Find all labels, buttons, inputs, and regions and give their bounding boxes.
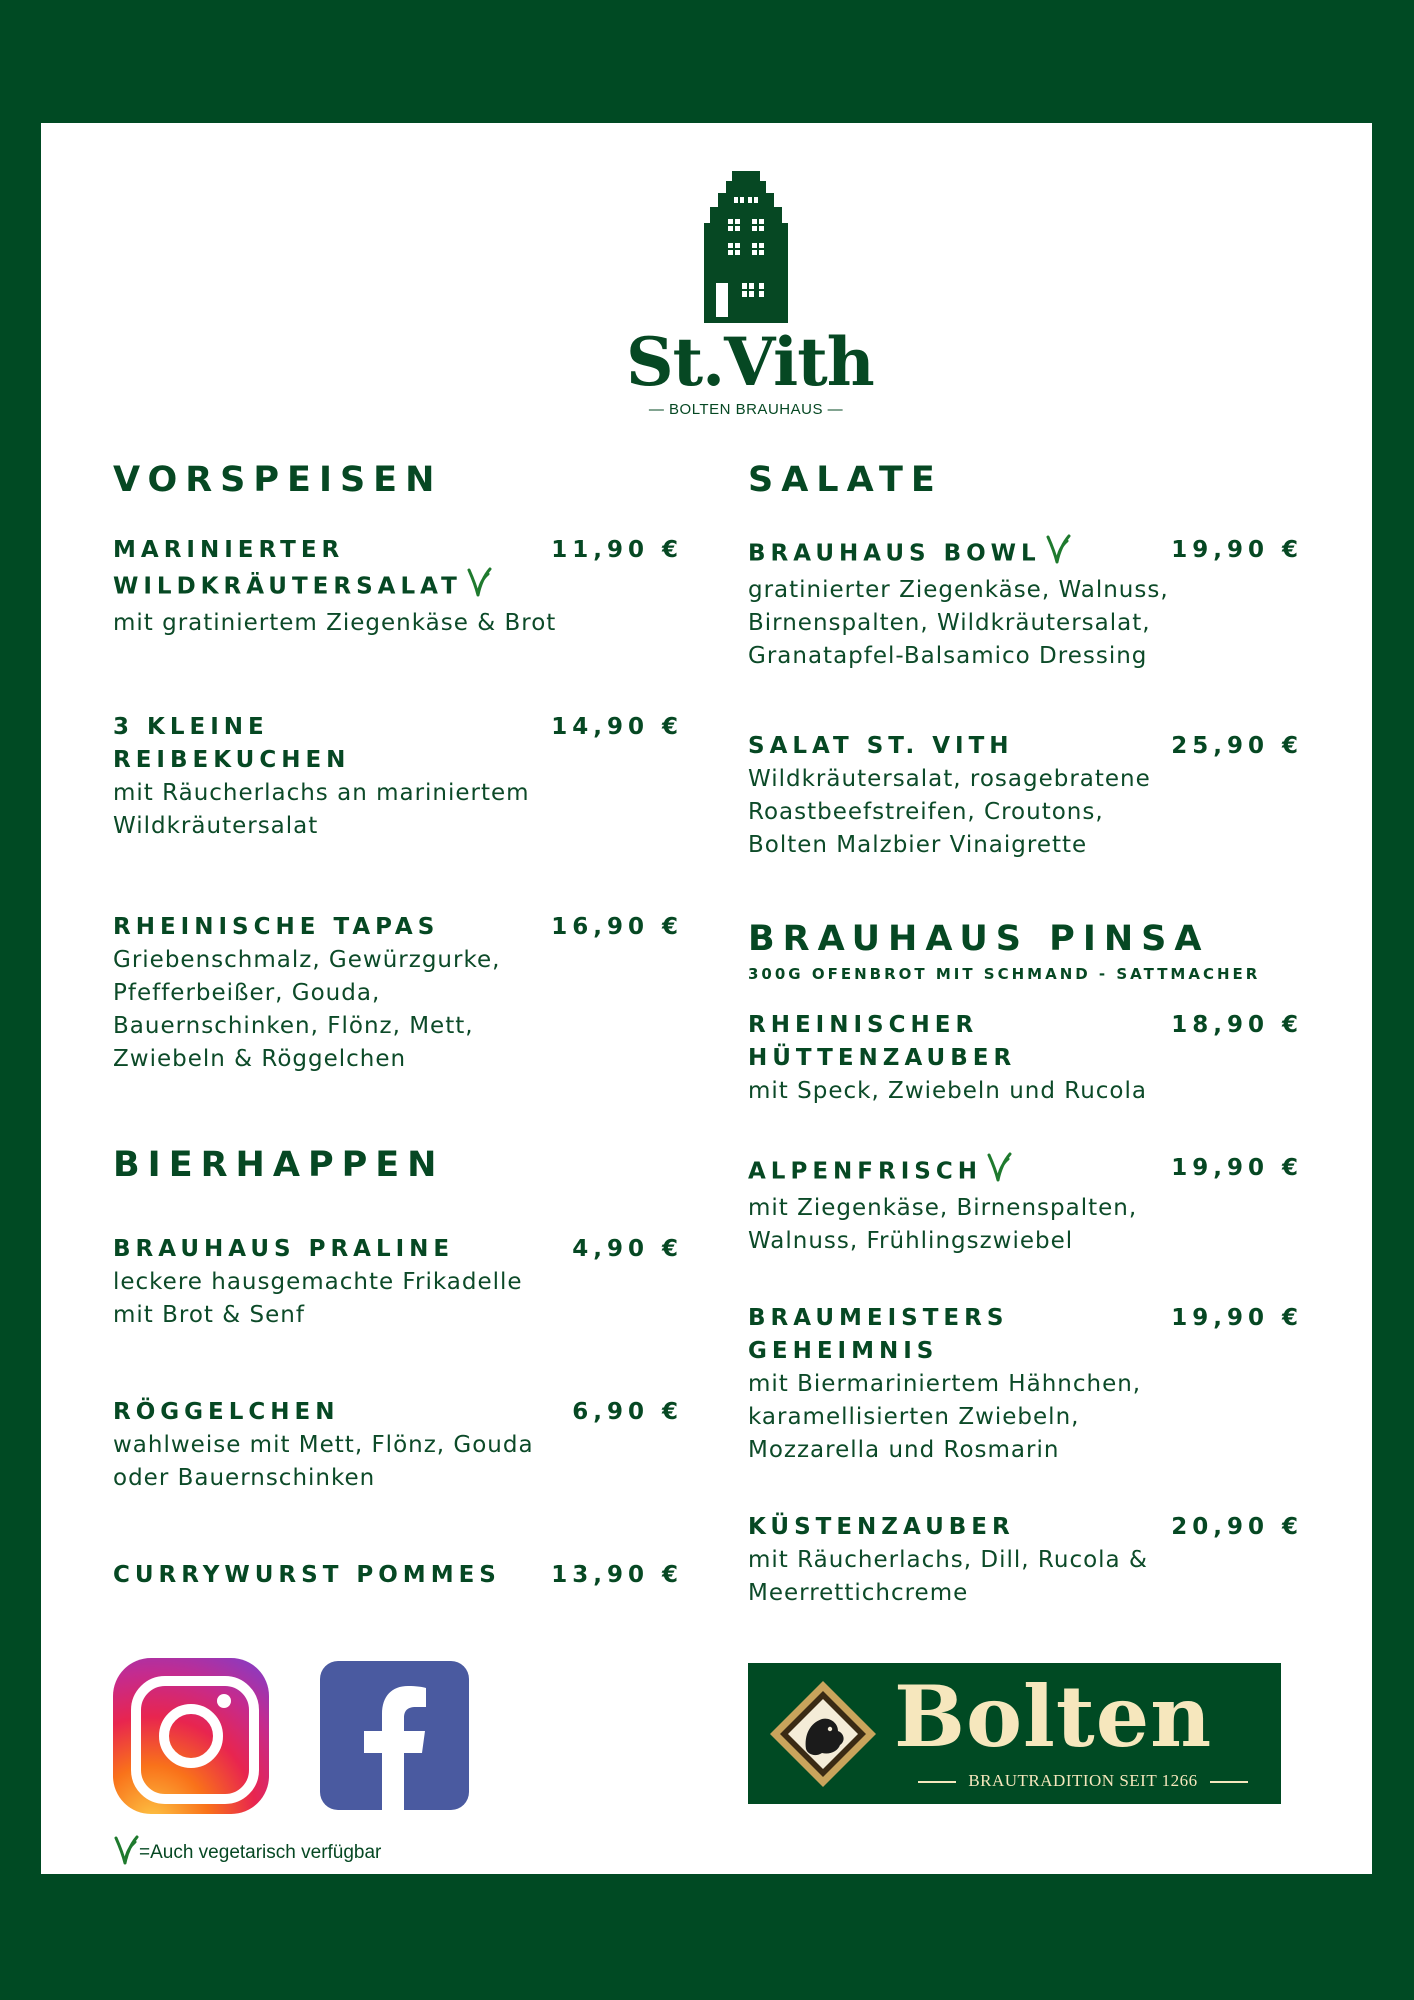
menu-sheet (41, 123, 1372, 1874)
menu-item (748, 1152, 1358, 1258)
menu-item (113, 534, 683, 640)
section-vorspeisen (113, 460, 683, 1076)
menu-item (113, 1396, 683, 1495)
section-title: SALATE (748, 460, 943, 500)
section-bierhappen (113, 1145, 683, 1592)
menu-item (113, 911, 683, 1076)
social-links (113, 1658, 513, 1818)
item-name: RÖGGELCHEN (113, 1399, 340, 1425)
house-icon (704, 171, 788, 323)
bolten-logo (748, 1663, 1281, 1804)
item-description: Griebenschmalz, Gewürzgurke, Pfefferbeißer, Gouda, Bauernschinken, Flönz, Mett, Zwiebeln & Röggelchen (113, 947, 501, 1072)
item-price: 16,90 € (551, 914, 683, 940)
menu-item (748, 1302, 1358, 1467)
item-description: mit Biermariniertem Hähnchen, karamellisierten Zwiebeln, Mozzarella und Rosmarin (748, 1371, 1142, 1463)
menu-item (748, 534, 1358, 673)
item-name: RHEINISCHE TAPAS (113, 914, 440, 940)
brand-name: St.Vith (626, 323, 874, 401)
menu-item (748, 730, 1358, 862)
item-description: leckere hausgemachte Frikadelle mit Brot & Senf (113, 1269, 523, 1328)
item-price: 11,90 € (551, 537, 683, 563)
item-price: 13,90 € (551, 1562, 683, 1588)
item-price: 25,90 € (1171, 733, 1303, 759)
menu-item (748, 1511, 1358, 1610)
section-title: VORSPEISEN (113, 460, 443, 500)
item-name: CURRYWURST POMMES (113, 1562, 501, 1588)
section-pinsa (748, 919, 1358, 1610)
section-title: BRAUHAUS PINSA (748, 919, 1210, 959)
item-name: MARINIERTER WILDKRÄUTERSALAT (113, 534, 493, 607)
menu-item (748, 1009, 1358, 1108)
lion-emblem-icon (768, 1679, 878, 1789)
facebook-icon[interactable] (320, 1661, 469, 1810)
item-name: 3 KLEINE REIBEKUCHEN (113, 714, 351, 773)
item-price: 6,90 € (572, 1399, 683, 1425)
veg-icon (466, 567, 492, 607)
brand-logo (626, 171, 874, 418)
section-salate (748, 460, 1358, 862)
menu-item (113, 1559, 683, 1592)
item-price: 19,90 € (1171, 1155, 1303, 1181)
item-description: mit Speck, Zwiebeln und Rucola (748, 1078, 1147, 1104)
left-column (113, 460, 683, 1592)
item-price: 18,90 € (1171, 1012, 1303, 1038)
item-name: BRAUMEISTERS GEHEIMNIS (748, 1305, 1009, 1364)
section-title: BIERHAPPEN (113, 1145, 445, 1185)
item-description: mit gratiniertem Ziegenkäse & Brot (113, 610, 557, 636)
brand-subtitle: — BOLTEN BRAUHAUS — (648, 401, 844, 418)
legend-text: =Auch vegetarisch verfügbar (139, 1842, 382, 1863)
item-name: RHEINISCHER HÜTTENZAUBER (748, 1012, 1017, 1071)
veg-icon (986, 1152, 1012, 1192)
item-description: wahlweise mit Mett, Flönz, Gouda oder Bauernschinken (113, 1432, 534, 1491)
sponsor-name: Bolten (894, 1667, 1213, 1766)
item-name: KÜSTENZAUBER (748, 1514, 1015, 1540)
item-price: 19,90 € (1171, 1305, 1303, 1331)
item-description: gratinierter Ziegenkäse, Walnuss, Birnenspalten, Wildkräutersalat, Granatapfel-Balsamico Dressing (748, 577, 1169, 669)
sponsor-tagline: BRAUTRADITION SEIT 1266 (898, 1771, 1268, 1791)
item-description: mit Räucherlachs, Dill, Rucola & Meerrettichcreme (748, 1547, 1148, 1606)
item-name: ALPENFRISCH (748, 1152, 1012, 1192)
veg-legend (113, 1835, 381, 1871)
instagram-icon[interactable] (113, 1658, 269, 1814)
item-price: 4,90 € (572, 1236, 683, 1262)
veg-icon (1045, 534, 1071, 574)
menu-item (113, 1233, 683, 1332)
item-price: 20,90 € (1171, 1514, 1303, 1540)
item-name: BRAUHAUS PRALINE (113, 1236, 455, 1262)
menu-item (113, 711, 683, 843)
item-description: mit Ziegenkäse, Birnenspalten, Walnuss, Frühlingszwiebel (748, 1195, 1138, 1254)
item-name: BRAUHAUS BOWL (748, 534, 1071, 574)
item-description: mit Räucherlachs an mariniertem Wildkräutersalat (113, 780, 530, 839)
item-price: 14,90 € (551, 714, 683, 740)
item-name: SALAT ST. VITH (748, 733, 1014, 759)
right-column (748, 460, 1358, 1610)
item-price: 19,90 € (1171, 537, 1303, 563)
veg-icon (113, 1835, 139, 1871)
item-description: Wildkräutersalat, rosagebratene Roastbeefstreifen, Croutons, Bolten Malzbier Vinaigrette (748, 766, 1151, 858)
section-subtitle: 300G OFENBROT MIT SCHMAND - SATTMACHER (748, 965, 1261, 983)
